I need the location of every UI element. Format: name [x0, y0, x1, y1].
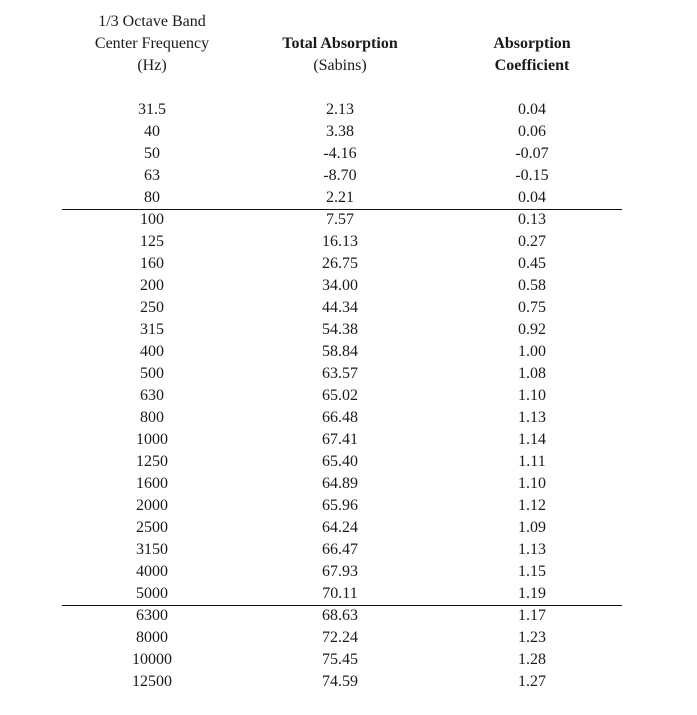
coefficient-cell: 1.00	[518, 343, 546, 360]
frequency-cell: 160	[140, 255, 164, 272]
coefficient-cell: 1.17	[518, 607, 546, 624]
absorption-cell: 68.63	[322, 607, 358, 624]
table-row	[0, 253, 697, 275]
coefficient-cell: 0.75	[518, 299, 546, 316]
table-row	[0, 495, 697, 517]
coefficient-cell: -0.15	[515, 167, 549, 184]
coefficient-cell: 1.14	[518, 431, 546, 448]
coefficient-cell: 1.10	[518, 387, 546, 404]
frequency-cell: 6300	[136, 607, 168, 624]
table-row	[0, 341, 697, 363]
absorption-cell: 65.02	[322, 387, 358, 404]
coefficient-cell: 1.12	[518, 497, 546, 514]
coefficient-cell: 0.13	[518, 211, 546, 228]
table-row	[0, 473, 697, 495]
coefficient-cell: 0.27	[518, 233, 546, 250]
frequency-cell: 12500	[132, 673, 172, 690]
table-row	[0, 275, 697, 297]
table-row	[0, 671, 697, 693]
coefficient-cell: 1.08	[518, 365, 546, 382]
absorption-cell: -4.16	[323, 145, 357, 162]
absorption-cell: 64.89	[322, 475, 358, 492]
header-coefficient	[442, 33, 622, 77]
coefficient-cell: 1.23	[518, 629, 546, 646]
coefficient-cell: 1.15	[518, 563, 546, 580]
coefficient-cell: 1.09	[518, 519, 546, 536]
absorption-cell: 2.13	[326, 101, 354, 118]
table-row	[0, 187, 697, 209]
table-row	[0, 517, 697, 539]
frequency-cell: 500	[140, 365, 164, 382]
coefficient-cell: 1.11	[518, 453, 546, 470]
frequency-cell: 50	[144, 145, 160, 162]
frequency-cell: 10000	[132, 651, 172, 668]
coefficient-cell: 1.19	[518, 585, 546, 602]
absorption-cell: 64.24	[322, 519, 358, 536]
frequency-cell: 5000	[136, 585, 168, 602]
absorption-cell: 34.00	[322, 277, 358, 294]
absorption-cell: 66.47	[322, 541, 358, 558]
coefficient-cell: 0.92	[518, 321, 546, 338]
frequency-cell: 2000	[136, 497, 168, 514]
frequency-cell: 250	[140, 299, 164, 316]
table-row	[0, 605, 697, 627]
frequency-cell: 8000	[136, 629, 168, 646]
absorption-cell: 67.93	[322, 563, 358, 580]
frequency-cell: 100	[140, 211, 164, 228]
frequency-cell: 2500	[136, 519, 168, 536]
table-row	[0, 209, 697, 231]
coefficient-cell: 0.58	[518, 277, 546, 294]
coefficient-cell: 1.13	[518, 541, 546, 558]
table-row	[0, 539, 697, 561]
absorption-cell: 2.21	[326, 189, 354, 206]
table-row	[0, 231, 697, 253]
header-coefficient-line-2: Coefficient	[494, 57, 570, 74]
frequency-cell: 125	[140, 233, 164, 250]
table-row	[0, 363, 697, 385]
table-body	[0, 99, 697, 693]
header-absorption	[250, 33, 430, 77]
coefficient-cell: 1.10	[518, 475, 546, 492]
frequency-cell: 4000	[136, 563, 168, 580]
frequency-cell: 400	[140, 343, 164, 360]
frequency-cell: 63	[144, 167, 160, 184]
coefficient-cell: 0.04	[518, 101, 546, 118]
table-row	[0, 297, 697, 319]
absorption-cell: 7.57	[326, 211, 354, 228]
absorption-cell: 54.38	[322, 321, 358, 338]
table-row	[0, 583, 697, 605]
frequency-cell: 1000	[136, 431, 168, 448]
absorption-cell: 63.57	[322, 365, 358, 382]
absorption-cell: -8.70	[323, 167, 357, 184]
coefficient-cell: 0.04	[518, 189, 546, 206]
frequency-cell: 630	[140, 387, 164, 404]
table-row	[0, 407, 697, 429]
absorption-cell: 65.96	[322, 497, 358, 514]
absorption-cell: 70.11	[322, 585, 358, 602]
table-row	[0, 165, 697, 187]
table-row	[0, 429, 697, 451]
absorption-cell: 44.34	[322, 299, 358, 316]
header-absorption-line-2: (Sabins)	[313, 57, 367, 74]
frequency-cell: 200	[140, 277, 164, 294]
absorption-cell: 16.13	[322, 233, 358, 250]
table-row	[0, 385, 697, 407]
coefficient-cell: 0.06	[518, 123, 546, 140]
header-absorption-line-1: Total Absorption	[282, 35, 398, 52]
coefficient-cell: 1.27	[518, 673, 546, 690]
frequency-cell: 1600	[136, 475, 168, 492]
absorption-cell: 58.84	[322, 343, 358, 360]
table-row	[0, 319, 697, 341]
header-frequency-line-2: Center Frequency	[94, 35, 210, 52]
table-row	[0, 561, 697, 583]
frequency-cell: 800	[140, 409, 164, 426]
separator-line	[62, 209, 622, 210]
frequency-cell: 1250	[136, 453, 168, 470]
coefficient-cell: 1.13	[518, 409, 546, 426]
absorption-cell: 3.38	[326, 123, 354, 140]
frequency-cell: 40	[144, 123, 160, 140]
header-frequency	[62, 11, 242, 77]
absorption-cell: 72.24	[322, 629, 358, 646]
frequency-cell: 31.5	[138, 101, 166, 118]
absorption-cell: 65.40	[322, 453, 358, 470]
absorption-cell: 66.48	[322, 409, 358, 426]
table-row	[0, 451, 697, 473]
coefficient-cell: -0.07	[515, 145, 549, 162]
coefficient-cell: 1.28	[518, 651, 546, 668]
table-row	[0, 627, 697, 649]
absorption-cell: 67.41	[322, 431, 358, 448]
coefficient-cell: 0.45	[518, 255, 546, 272]
absorption-cell: 74.59	[322, 673, 358, 690]
absorption-cell: 75.45	[322, 651, 358, 668]
table-row	[0, 143, 697, 165]
table-row	[0, 121, 697, 143]
table-row	[0, 649, 697, 671]
table-row	[0, 99, 697, 121]
header-frequency-line-3: (Hz)	[137, 57, 167, 74]
header-frequency-line-1: 1/3 Octave Band	[98, 13, 206, 30]
separator-line	[62, 605, 622, 606]
frequency-cell: 315	[140, 321, 164, 338]
header-coefficient-line-1: Absorption	[493, 35, 571, 52]
frequency-cell: 3150	[136, 541, 168, 558]
frequency-cell: 80	[144, 189, 160, 206]
absorption-cell: 26.75	[322, 255, 358, 272]
